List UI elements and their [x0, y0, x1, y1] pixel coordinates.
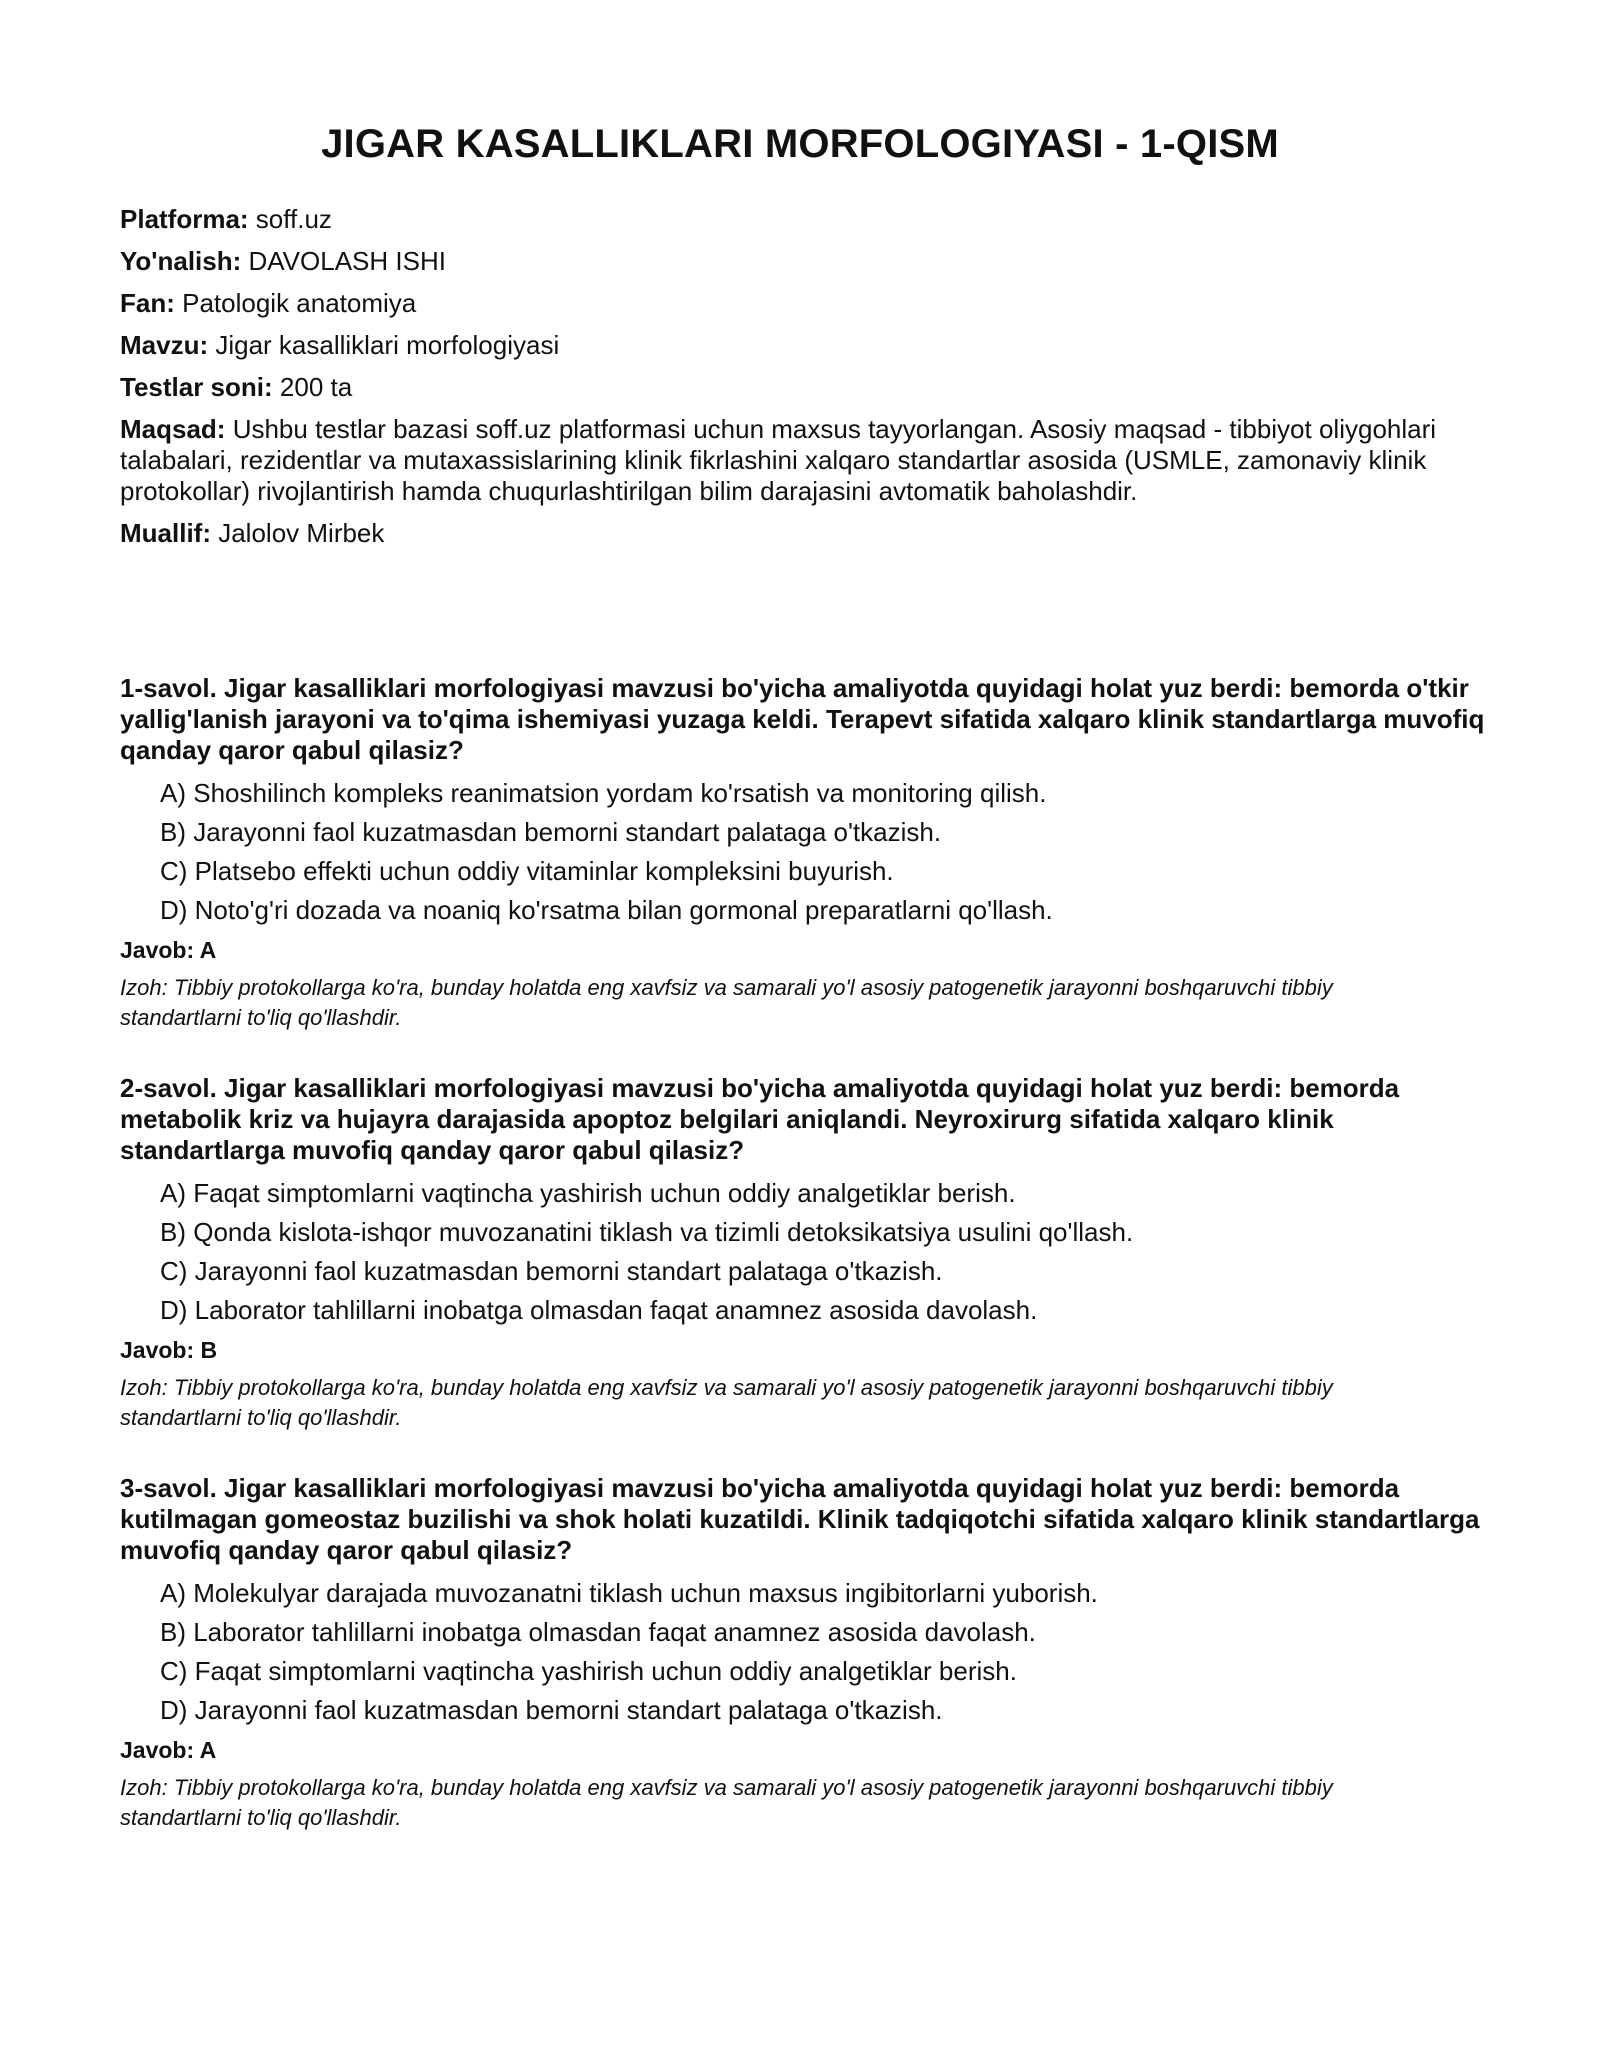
question-text: 2-savol. Jigar kasalliklari morfologiyasi mavzusi bo'yicha amaliyotda quyidagi holat yuz berdi: bemorda metabolik kriz va hujayra darajasida apoptoz belgilari aniqlandi. Neyroxirurg sifatida xalqaro klinik standartlarga muvofiq qanday qaror qabul qilasiz?: [120, 1073, 1400, 1165]
meta-goal: [120, 414, 1450, 507]
question-item: [120, 1473, 1500, 1833]
correct-answer: Javob: A: [120, 1737, 217, 1763]
meta-value: Patologik anatomiya: [174, 288, 417, 318]
questions-list: [120, 673, 1500, 1873]
meta-direction: [120, 246, 1450, 277]
answer-options: [120, 1578, 1500, 1726]
meta-subject: [120, 288, 1450, 319]
document-title: JIGAR KASALLIKLARI MORFOLOGIYASI - 1-QISM: [321, 122, 1279, 166]
meta-value: Jalolov Mirbek: [211, 518, 385, 548]
meta-test-count: [120, 372, 1450, 403]
answer-option: D) Laborator tahlillarni inobatga olmasdan faqat anamnez asosida davolash.: [160, 1295, 1038, 1325]
question-item: [120, 673, 1500, 1033]
metadata-block: [120, 204, 1450, 560]
answer-option: D) Noto'g'ri dozada va noaniq ko'rsatma bilan gormonal preparatlarni qo'llash.: [160, 895, 1053, 925]
answer-options: [120, 778, 1500, 926]
answer-options: [120, 1178, 1500, 1326]
answer-option: D) Jarayonni faol kuzatmasdan bemorni standart palataga o'tkazish.: [160, 1695, 943, 1725]
meta-author: [120, 518, 1450, 549]
meta-value: 200 ta: [272, 372, 353, 402]
meta-label: Muallif:: [120, 518, 211, 548]
explanation-note: Izoh: Tibbiy protokollarga ko'ra, bunday holatda eng xavfsiz va samarali yo'l asosiy patogenetik jarayonni boshqaruvchi tibbiy standartlarni to'liq qo'llashdir.: [120, 1775, 1333, 1830]
meta-label: Fan:: [120, 288, 175, 318]
question-text: 1-savol. Jigar kasalliklari morfologiyasi mavzusi bo'yicha amaliyotda quyidagi holat yuz berdi: bemorda o'tkir yallig'lanish jarayoni va to'qima ishemiyasi yuzaga keldi. Terapevt sifatida xalqaro klinik standartlarga muvofiq qanday qaror qabul qilasiz?: [120, 673, 1485, 765]
answer-option: C) Faqat simptomlarni vaqtincha yashirish uchun oddiy analgetiklar berish.: [160, 1656, 1017, 1686]
meta-label: Testlar soni:: [120, 372, 273, 402]
meta-value: soff.uz: [248, 204, 332, 234]
meta-platform: [120, 204, 1450, 235]
answer-option: C) Platsebo effekti uchun oddiy vitaminlar kompleksini buyurish.: [160, 856, 894, 886]
meta-label: Platforma:: [120, 204, 249, 234]
question-text: 3-savol. Jigar kasalliklari morfologiyasi mavzusi bo'yicha amaliyotda quyidagi holat yuz berdi: bemorda kutilmagan gomeostaz buzilishi va shok holati kuzatildi. Klinik tadqiqotchi sifatida xalqaro klinik standartlarga muvofiq qanday qaror qabul qilasiz?: [120, 1473, 1480, 1565]
correct-answer: Javob: B: [120, 1337, 218, 1363]
meta-label: Maqsad:: [120, 414, 226, 444]
answer-option: A) Molekulyar darajada muvozanatni tiklash uchun maxsus ingibitorlarni yuborish.: [160, 1578, 1098, 1608]
answer-option: A) Shoshilinch kompleks reanimatsion yordam ko'rsatish va monitoring qilish.: [160, 778, 1047, 808]
answer-option: B) Jarayonni faol kuzatmasdan bemorni standart palataga o'tkazish.: [160, 817, 942, 847]
question-item: [120, 1073, 1500, 1433]
meta-value: Jigar kasalliklari morfologiyasi: [208, 330, 560, 360]
explanation-note: Izoh: Tibbiy protokollarga ko'ra, bunday holatda eng xavfsiz va samarali yo'l asosiy patogenetik jarayonni boshqaruvchi tibbiy standartlarni to'liq qo'llashdir.: [120, 975, 1333, 1030]
meta-label: Mavzu:: [120, 330, 209, 360]
meta-value: Ushbu testlar bazasi soff.uz platformasi uchun maxsus tayyorlangan. Asosiy maqsad - tibbiyot oliygohlari talabalari, rezidentlar va mutaxassislarining klinik fikrlashini xalqaro standartlar asosida (USMLE, zamonaviy klinik protokollar) rivojlantirish hamda chuqurlashtirilgan bilim darajasini avtomatik baholashdir.: [120, 414, 1437, 506]
answer-option: A) Faqat simptomlarni vaqtincha yashirish uchun oddiy analgetiklar berish.: [160, 1178, 1016, 1208]
answer-option: B) Qonda kislota-ishqor muvozanatini tiklash va tizimli detoksikatsiya usulini qo'llash.: [160, 1217, 1134, 1247]
meta-value: DAVOLASH ISHI: [241, 246, 446, 276]
explanation-note: Izoh: Tibbiy protokollarga ko'ra, bunday holatda eng xavfsiz va samarali yo'l asosiy patogenetik jarayonni boshqaruvchi tibbiy standartlarni to'liq qo'llashdir.: [120, 1375, 1333, 1430]
answer-option: B) Laborator tahlillarni inobatga olmasdan faqat anamnez asosida davolash.: [160, 1617, 1036, 1647]
meta-label: Yo'nalish:: [120, 246, 242, 276]
answer-option: C) Jarayonni faol kuzatmasdan bemorni standart palataga o'tkazish.: [160, 1256, 943, 1286]
correct-answer: Javob: A: [120, 937, 217, 963]
meta-topic: [120, 330, 1450, 361]
